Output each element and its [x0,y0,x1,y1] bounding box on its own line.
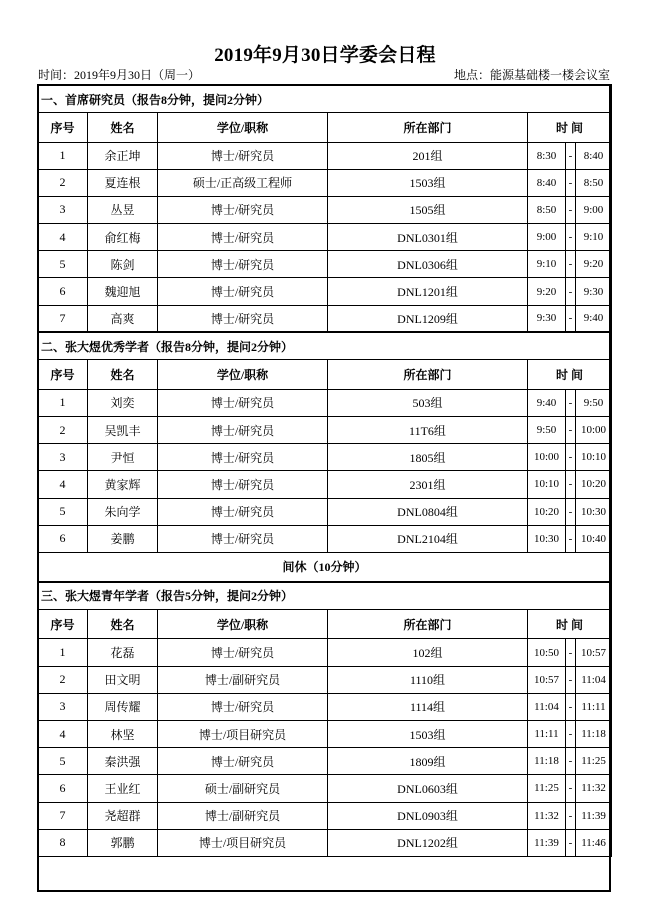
row-start-time: 10:10 [528,471,566,498]
row-degree: 博士/研究员 [158,639,328,666]
section-heading-row [38,332,612,360]
row-degree: 博士/项目研究员 [158,721,328,748]
row-end-time: 11:39 [576,802,612,829]
row-degree: 硕士/正高级工程师 [158,169,328,196]
header-name: 姓名 [88,360,158,390]
row-end-time: 8:40 [576,142,612,169]
row-degree: 博士/项目研究员 [158,829,328,856]
row-dash: - [566,639,576,666]
row-end-time: 10:30 [576,498,612,525]
row-name: 吴凯丰 [88,417,158,444]
header-degree: 学位/职称 [158,360,328,390]
row-start-time: 10:00 [528,444,566,471]
row-name: 刘奕 [88,389,158,416]
row-no: 7 [38,305,88,332]
row-dept: DNL0903组 [328,802,528,829]
row-dash: - [566,142,576,169]
row-no: 5 [38,498,88,525]
row-degree: 博士/研究员 [158,471,328,498]
row-start-time: 8:50 [528,196,566,223]
row-start-time: 10:57 [528,666,566,693]
row-degree: 博士/副研究员 [158,666,328,693]
header-time: 时 间 [528,609,612,639]
row-start-time: 11:39 [528,829,566,856]
row-name: 田文明 [88,666,158,693]
row-start-time: 10:20 [528,498,566,525]
row-name: 秦洪强 [88,748,158,775]
row-end-time: 11:11 [576,693,612,720]
table-header-row [38,113,612,143]
row-name: 花磊 [88,639,158,666]
row-dash: - [566,417,576,444]
row-dept: DNL0301组 [328,224,528,251]
row-dept: 1805组 [328,444,528,471]
table-row [38,525,612,552]
section-heading: 二、张大煜优秀学者（报告8分钟，提问2分钟） [38,332,612,360]
row-start-time: 10:30 [528,525,566,552]
row-dept: DNL0306组 [328,251,528,278]
row-degree: 博士/研究员 [158,417,328,444]
row-no: 6 [38,525,88,552]
header-time: 时 间 [528,360,612,390]
section-heading: 三、张大煜青年学者（报告5分钟，提问2分钟） [38,582,612,610]
row-start-time: 9:00 [528,224,566,251]
row-dept: 1503组 [328,721,528,748]
row-no: 1 [38,389,88,416]
table-row [38,471,612,498]
row-degree: 博士/研究员 [158,251,328,278]
row-no: 1 [38,142,88,169]
row-dash: - [566,748,576,775]
header-no: 序号 [38,360,88,390]
table-row [38,444,612,471]
row-no: 3 [38,444,88,471]
row-dept: 1505组 [328,196,528,223]
header-dept: 所在部门 [328,609,528,639]
table-row [38,305,612,332]
row-end-time: 11:18 [576,721,612,748]
row-end-time: 8:50 [576,169,612,196]
row-degree: 硕士/副研究员 [158,775,328,802]
row-no: 6 [38,278,88,305]
row-degree: 博士/研究员 [158,389,328,416]
table-row [38,639,612,666]
row-dash: - [566,693,576,720]
row-dept: 1503组 [328,169,528,196]
table-row [38,417,612,444]
row-dash: - [566,775,576,802]
row-dept: 503组 [328,389,528,416]
table-row [38,666,612,693]
row-dept: DNL1209组 [328,305,528,332]
row-dash: - [566,196,576,223]
row-dash: - [566,251,576,278]
row-name: 尹恒 [88,444,158,471]
row-dept: DNL1201组 [328,278,528,305]
section-heading: 一、首席研究员（报告8分钟，提问2分钟） [38,85,612,113]
header-dept: 所在部门 [328,360,528,390]
row-no: 1 [38,639,88,666]
row-name: 朱向学 [88,498,158,525]
row-start-time: 11:32 [528,802,566,829]
row-degree: 博士/研究员 [158,525,328,552]
row-dash: - [566,666,576,693]
row-end-time: 9:00 [576,196,612,223]
table-row [38,278,612,305]
row-end-time: 9:10 [576,224,612,251]
row-dash: - [566,444,576,471]
table-row [38,196,612,223]
row-end-time: 11:04 [576,666,612,693]
row-dept: DNL0804组 [328,498,528,525]
row-dash: - [566,169,576,196]
row-name: 尧超群 [88,802,158,829]
row-name: 黄家辉 [88,471,158,498]
row-dash: - [566,278,576,305]
row-dept: 1114组 [328,693,528,720]
row-no: 3 [38,196,88,223]
break-label: 间休（10分钟） [38,552,612,582]
row-end-time: 11:25 [576,748,612,775]
row-dept: DNL1202组 [328,829,528,856]
row-no: 4 [38,224,88,251]
row-name: 俞红梅 [88,224,158,251]
row-no: 3 [38,693,88,720]
table-row [38,721,612,748]
table-row [38,829,612,856]
row-dash: - [566,305,576,332]
row-start-time: 8:40 [528,169,566,196]
row-no: 6 [38,775,88,802]
table-row [38,802,612,829]
page-title: 2019年9月30日学委会日程 [214,45,436,66]
row-degree: 博士/研究员 [158,748,328,775]
row-dept: 1110组 [328,666,528,693]
row-dash: - [566,471,576,498]
row-start-time: 9:20 [528,278,566,305]
row-no: 7 [38,802,88,829]
header-degree: 学位/职称 [158,113,328,143]
row-dept: DNL2104组 [328,525,528,552]
row-degree: 博士/研究员 [158,444,328,471]
row-start-time: 9:50 [528,417,566,444]
meeting-location: 地点：能源基础楼一楼会议室 [453,68,610,82]
header-degree: 学位/职称 [158,609,328,639]
row-no: 2 [38,666,88,693]
row-start-time: 9:10 [528,251,566,278]
row-dash: - [566,389,576,416]
schedule-table [37,84,612,857]
row-dash: - [566,829,576,856]
row-end-time: 10:57 [576,639,612,666]
row-end-time: 11:32 [576,775,612,802]
table-row [38,748,612,775]
table-header-row [38,609,612,639]
row-degree: 博士/研究员 [158,196,328,223]
header-no: 序号 [38,113,88,143]
section-heading-row [38,85,612,113]
row-end-time: 10:00 [576,417,612,444]
row-start-time: 11:04 [528,693,566,720]
header-name: 姓名 [88,113,158,143]
row-name: 林坚 [88,721,158,748]
row-no: 2 [38,169,88,196]
row-no: 4 [38,471,88,498]
row-name: 陈剑 [88,251,158,278]
row-dash: - [566,721,576,748]
section-heading-row [38,582,612,610]
row-degree: 博士/研究员 [158,498,328,525]
row-no: 5 [38,748,88,775]
row-end-time: 10:20 [576,471,612,498]
row-dept: 201组 [328,142,528,169]
row-name: 夏连根 [88,169,158,196]
row-name: 魏迎旭 [88,278,158,305]
table-header-row [38,360,612,390]
table-row [38,693,612,720]
table-row [38,169,612,196]
row-degree: 博士/研究员 [158,278,328,305]
row-no: 2 [38,417,88,444]
row-end-time: 10:40 [576,525,612,552]
row-degree: 博士/研究员 [158,224,328,251]
row-degree: 博士/副研究员 [158,802,328,829]
row-end-time: 9:40 [576,305,612,332]
row-start-time: 8:30 [528,142,566,169]
table-row [38,389,612,416]
row-name: 高爽 [88,305,158,332]
row-end-time: 9:30 [576,278,612,305]
row-no: 5 [38,251,88,278]
row-end-time: 11:46 [576,829,612,856]
row-dept: 1809组 [328,748,528,775]
row-dept: DNL0603组 [328,775,528,802]
row-end-time: 9:50 [576,389,612,416]
row-name: 郭鹏 [88,829,158,856]
table-row [38,498,612,525]
row-end-time: 9:20 [576,251,612,278]
table-row [38,775,612,802]
row-dash: - [566,525,576,552]
row-no: 8 [38,829,88,856]
row-name: 余正坤 [88,142,158,169]
header-name: 姓名 [88,609,158,639]
row-name: 姜鹏 [88,525,158,552]
row-dash: - [566,802,576,829]
meeting-time: 时间：2019年9月30日（周一） [38,68,201,82]
table-row [38,251,612,278]
row-start-time: 9:30 [528,305,566,332]
header-dept: 所在部门 [328,113,528,143]
row-degree: 博士/研究员 [158,142,328,169]
row-degree: 博士/研究员 [158,693,328,720]
row-degree: 博士/研究员 [158,305,328,332]
row-start-time: 11:25 [528,775,566,802]
row-dept: 102组 [328,639,528,666]
row-start-time: 11:11 [528,721,566,748]
row-start-time: 10:50 [528,639,566,666]
row-dash: - [566,224,576,251]
table-row [38,224,612,251]
row-dept: 2301组 [328,471,528,498]
break-row [38,552,612,582]
row-end-time: 10:10 [576,444,612,471]
row-dash: - [566,498,576,525]
row-no: 4 [38,721,88,748]
row-start-time: 9:40 [528,389,566,416]
row-name: 周传耀 [88,693,158,720]
header-no: 序号 [38,609,88,639]
table-row [38,142,612,169]
row-name: 丛昱 [88,196,158,223]
row-start-time: 11:18 [528,748,566,775]
row-name: 王业红 [88,775,158,802]
header-time: 时 间 [528,113,612,143]
row-dept: 11T6组 [328,417,528,444]
